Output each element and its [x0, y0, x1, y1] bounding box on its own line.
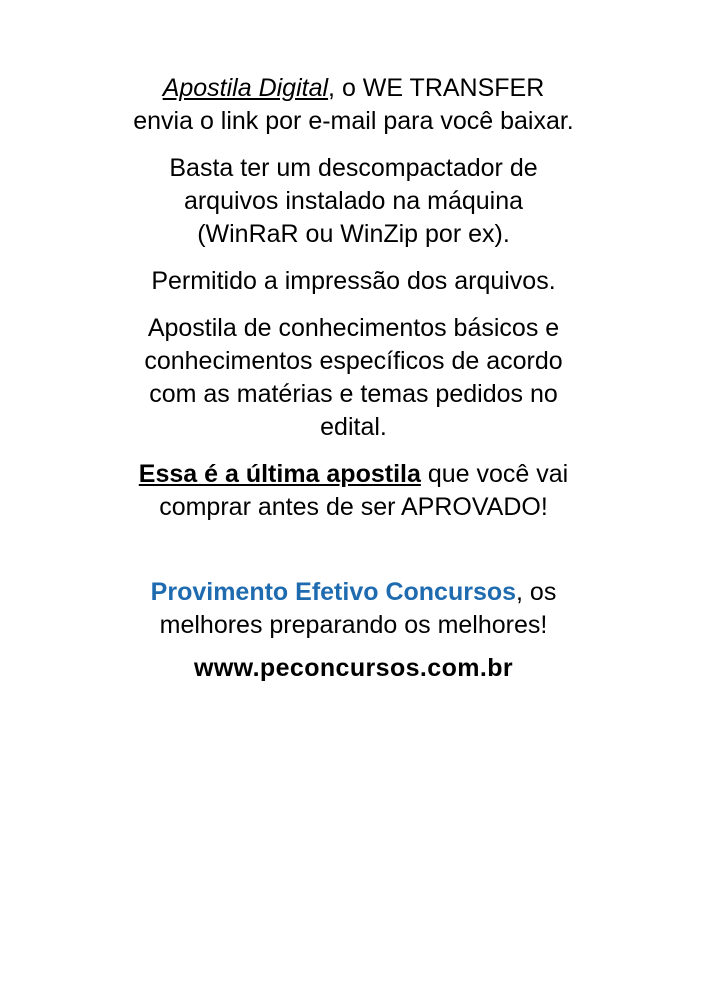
- descompactador-line2: arquivos instalado na máquina: [183, 187, 524, 215]
- ultima-apostila-line2: comprar antes de ser APROVADO!: [159, 493, 548, 521]
- descompactador-line1: Basta ter um descompactador de: [169, 154, 538, 182]
- ultima-apostila-emphasis: Essa é a última apostila: [138, 460, 421, 488]
- brand-name: Provimento Efetivo Concursos: [150, 578, 517, 606]
- paragraph-ultima-apostila: [139, 458, 568, 524]
- conteudo-line2: conhecimentos específicos de acordo: [144, 347, 563, 375]
- descompactador-line3: (WinRaR ou WinZip por ex).: [197, 220, 510, 248]
- ultima-apostila-line1-rest: que você vai: [420, 460, 569, 488]
- brand-tagline-line2: melhores preparando os melhores!: [159, 611, 548, 639]
- website-url[interactable]: www.peconcursos.com.br: [193, 654, 514, 682]
- conteudo-line3: com as matérias e temas pedidos no: [149, 380, 558, 408]
- brand-tagline: [151, 576, 557, 642]
- apostila-digital-emphasis: Apostila Digital: [162, 74, 329, 102]
- brand-tagline-rest: , os: [516, 578, 557, 606]
- intro-line2: envia o link por e-mail para você baixar.: [133, 107, 574, 135]
- intro-line1-rest: , o WE TRANSFER: [328, 74, 545, 102]
- conteudo-line1: Apostila de conhecimentos básicos e: [147, 314, 560, 342]
- conteudo-line4: edital.: [320, 413, 387, 441]
- paragraph-conteudo: [144, 312, 562, 444]
- impressao-line1: Permitido a impressão dos arquivos.: [151, 267, 556, 295]
- paragraph-descompactador: [169, 152, 537, 251]
- paragraph-intro: [133, 72, 574, 138]
- paragraph-impressao: [151, 265, 555, 298]
